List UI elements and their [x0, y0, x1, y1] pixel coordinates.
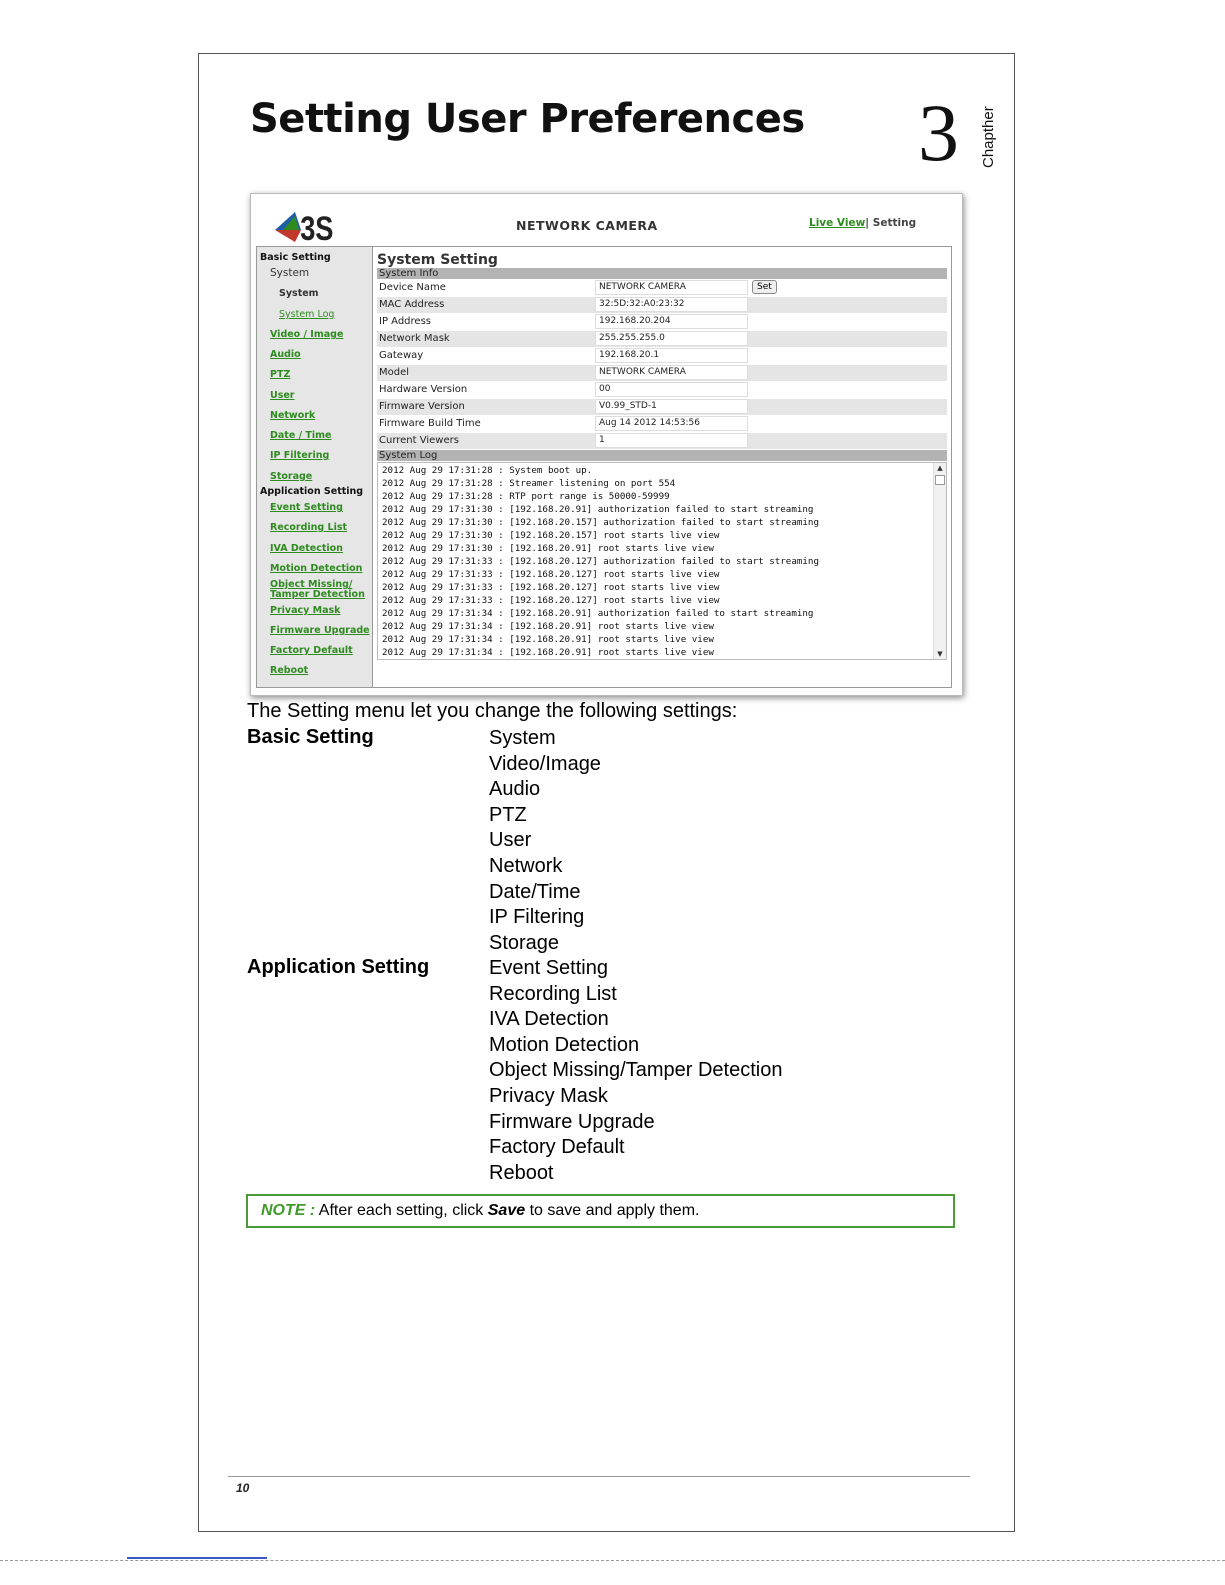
log-line: 2012 Aug 29 17:31:33 : [192.168.20.127] authorization failed to start streaming	[382, 556, 819, 567]
sidebar-item-ptz[interactable]: PTZ	[270, 369, 291, 380]
settings-list-item: Object Missing/Tamper Detection	[489, 1059, 783, 1082]
info-value: V0.99_STD-1	[595, 399, 748, 414]
log-line: 2012 Aug 29 17:31:34 : [192.168.20.91] root starts live view	[382, 647, 714, 658]
settings-content	[373, 247, 951, 687]
info-label: Gateway	[379, 350, 424, 361]
settings-list-item: Video/Image	[489, 752, 601, 775]
info-value: 192.168.20.1	[595, 348, 748, 363]
log-line: 2012 Aug 29 17:31:34 : [192.168.20.91] root starts live view	[382, 634, 714, 645]
camera-ui-body	[256, 246, 952, 688]
note-text-after: to save and apply them.	[529, 1202, 700, 1219]
info-value: 192.168.20.204	[595, 314, 748, 329]
log-line: 2012 Aug 29 17:31:28 : Streamer listening on port 554	[382, 478, 676, 489]
log-scrollbar[interactable]	[933, 463, 946, 659]
nav-separator: |	[865, 217, 870, 229]
page-bottom-link-bar	[127, 1557, 267, 1559]
settings-list-item: Storage	[489, 931, 560, 954]
live-view-link[interactable]: Live View	[809, 217, 866, 229]
settings-list-item: Reboot	[489, 1161, 554, 1184]
info-label: Model	[379, 367, 410, 378]
sidebar-app-heading: Application Setting	[260, 486, 364, 497]
set-button[interactable]: Set	[752, 280, 777, 294]
settings-list-item: Event Setting	[489, 957, 608, 979]
info-label: Current Viewers	[379, 435, 459, 446]
info-row	[377, 365, 947, 381]
sidebar-item-ip-filtering[interactable]: IP Filtering	[270, 450, 330, 461]
sidebar-item-video-image[interactable]: Video / Image	[270, 329, 344, 340]
system-log-bar: System Log	[377, 450, 947, 461]
log-line: 2012 Aug 29 17:31:33 : [192.168.20.127] root starts live view	[382, 582, 720, 593]
info-value: Aug 14 2012 14:53:56	[595, 416, 748, 431]
settings-list-item: User	[489, 829, 532, 852]
log-line: 2012 Aug 29 17:31:33 : [192.168.20.127] root starts live view	[382, 595, 720, 606]
scroll-down-icon[interactable]: ▼	[937, 650, 943, 658]
footer-divider	[228, 1476, 970, 1477]
info-row	[377, 331, 947, 347]
info-value: 255.255.255.0	[595, 331, 748, 346]
camera-ui-screenshot	[250, 193, 963, 696]
settings-list-item: Firmware Upgrade	[489, 1110, 655, 1133]
info-row	[377, 416, 947, 432]
log-line: 2012 Aug 29 17:31:34 : [192.168.20.91] authorization failed to start streaming	[382, 608, 814, 619]
camera-header-title: NETWORK CAMERA	[516, 218, 658, 233]
sidebar-item-motion-detection[interactable]: Motion Detection	[270, 563, 363, 574]
sidebar-item-privacy-mask[interactable]: Privacy Mask	[270, 605, 341, 616]
log-line: 2012 Aug 29 17:31:34 : [192.168.20.91] root starts live view	[382, 621, 714, 632]
system-setting-title: System Setting	[377, 252, 498, 268]
sidebar-item-tamper-detection[interactable]: Tamper Detection	[270, 589, 365, 600]
chapter-number: 3	[918, 87, 959, 178]
page-title: Setting User Preferences	[250, 96, 805, 142]
settings-list-item: Audio	[489, 778, 541, 801]
settings-list-item: Date/Time	[489, 880, 581, 903]
sidebar-item-date-time[interactable]: Date / Time	[270, 430, 332, 441]
scroll-up-icon[interactable]: ▲	[937, 464, 943, 472]
info-value: 00	[595, 382, 748, 397]
settings-list-item: Factory Default	[489, 1136, 625, 1159]
settings-list-item: IP Filtering	[489, 906, 585, 929]
info-row	[377, 280, 947, 296]
sidebar-item-factory-default[interactable]: Factory Default	[270, 645, 353, 656]
page-number: 10	[236, 1481, 250, 1495]
system-log-box[interactable]	[377, 462, 947, 660]
log-line: 2012 Aug 29 17:31:33 : [192.168.20.127] root starts live view	[382, 569, 720, 580]
sidebar-basic-heading: Basic Setting	[260, 252, 331, 263]
info-label: Device Name	[379, 282, 446, 293]
note-save-word: Save	[487, 1202, 526, 1219]
sidebar-item-system-sub[interactable]: System	[279, 288, 319, 299]
info-row	[377, 382, 947, 398]
settings-list-item: IVA Detection	[489, 1008, 609, 1031]
system-info-bar: System Info	[377, 268, 947, 279]
sidebar-item-reboot[interactable]: Reboot	[270, 665, 309, 676]
sidebar-item-storage[interactable]: Storage	[270, 471, 313, 482]
application-setting-label: Application Setting	[247, 956, 430, 978]
log-lines	[382, 464, 932, 659]
settings-list-item: Network	[489, 855, 563, 877]
log-line: 2012 Aug 29 17:31:30 : [192.168.20.157] authorization failed to start streaming	[382, 517, 819, 528]
info-value: NETWORK CAMERA	[595, 365, 748, 380]
chapter-label: Chapther	[980, 106, 997, 168]
sidebar-item-object-missing[interactable]: Object Missing/	[270, 579, 353, 590]
intro-text: The Setting menu let you change the following settings:	[247, 700, 738, 722]
log-line: 2012 Aug 29 17:31:28 : System boot up.	[382, 465, 593, 476]
sidebar-item-system-log[interactable]: System Log	[279, 309, 335, 320]
info-row	[377, 433, 947, 449]
info-row	[377, 399, 947, 415]
top-nav	[809, 217, 916, 229]
page-bottom-divider	[0, 1560, 1225, 1561]
sidebar-item-recording-list[interactable]: Recording List	[270, 522, 348, 533]
log-line: 2012 Aug 29 17:31:30 : [192.168.20.91] authorization failed to start streaming	[382, 504, 814, 515]
log-line: 2012 Aug 29 17:31:28 : RTP port range is 50000-59999	[382, 491, 670, 502]
settings-list-item: Recording List	[489, 982, 617, 1005]
info-value: 32:5D:32:A0:23:32	[595, 297, 748, 312]
setting-nav-item[interactable]: Setting	[872, 217, 917, 229]
info-label: IP Address	[379, 316, 431, 327]
settings-list-item: PTZ	[489, 803, 527, 826]
info-label: Firmware Build Time	[379, 418, 481, 429]
note-label: NOTE :	[261, 1202, 316, 1219]
sidebar-item-system[interactable]: System	[270, 267, 310, 279]
settings-list-item: Motion Detection	[489, 1033, 640, 1056]
scroll-thumb[interactable]	[935, 475, 945, 485]
info-label: Firmware Version	[379, 401, 465, 412]
note-text-before: After each setting, click	[318, 1202, 484, 1219]
device-name-input[interactable]: NETWORK CAMERA	[595, 280, 748, 295]
log-line: 2012 Aug 29 17:31:30 : [192.168.20.157] root starts live view	[382, 530, 720, 541]
basic-setting-label: Basic Setting	[247, 726, 374, 748]
logo-text: 3S	[300, 209, 334, 246]
info-label: Network Mask	[379, 333, 450, 344]
info-row	[377, 297, 947, 313]
info-label: Hardware Version	[379, 384, 468, 395]
info-row	[377, 348, 947, 364]
settings-sidebar	[257, 247, 373, 687]
sidebar-item-event-setting[interactable]: Event Setting	[270, 502, 343, 513]
sidebar-item-audio[interactable]: Audio	[270, 349, 301, 360]
info-value: 1	[595, 433, 748, 448]
settings-list-item: Privacy Mask	[489, 1085, 608, 1107]
settings-list-item: System	[489, 727, 556, 749]
sidebar-item-user[interactable]: User	[270, 390, 295, 401]
info-row	[377, 314, 947, 330]
sidebar-item-network[interactable]: Network	[270, 410, 316, 421]
sidebar-item-firmware-upgrade[interactable]: Firmware Upgrade	[270, 625, 370, 636]
log-line: 2012 Aug 29 17:31:30 : [192.168.20.91] root starts live view	[382, 543, 714, 554]
note-box	[246, 1194, 955, 1228]
3s-logo	[273, 206, 341, 246]
sidebar-item-iva-detection[interactable]: IVA Detection	[270, 543, 343, 554]
info-label: MAC Address	[379, 299, 445, 310]
